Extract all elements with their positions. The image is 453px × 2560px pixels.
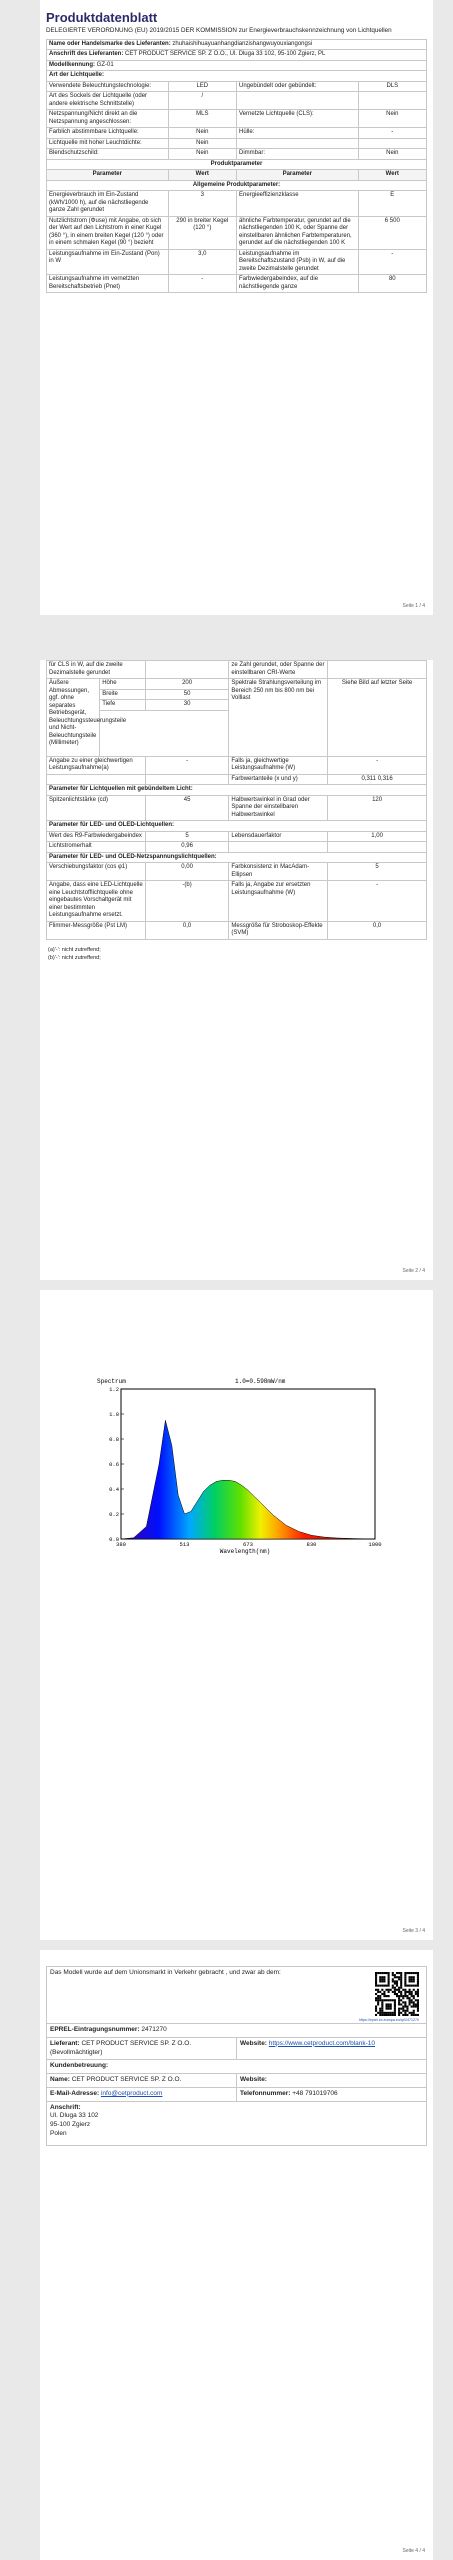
y-tick-label: 1.0 xyxy=(109,1411,119,1418)
table-cell xyxy=(236,92,358,110)
table-cell: Vernetzte Lichtquelle (CLS): xyxy=(236,110,358,128)
table-row xyxy=(47,149,427,160)
table-row xyxy=(47,756,427,774)
spectrum-chart-svg xyxy=(95,1375,385,1555)
dimension-name: Höhe xyxy=(100,679,146,690)
address-line: Polen xyxy=(50,2129,67,2137)
table-cell: 5 xyxy=(328,863,427,881)
dimension-name: Breite xyxy=(100,689,146,700)
params-table-continued xyxy=(46,660,427,940)
x-tick-label: 673 xyxy=(243,1541,253,1548)
table-cell: - xyxy=(358,128,426,139)
website-link[interactable]: https://www.cetproduct.com/blank-10 xyxy=(268,2039,375,2047)
table-cell: Art des Sockels der Lichtquelle (oder andere elektrische Schnittstelle) xyxy=(47,92,169,110)
chart-annotation: 1.0=0.598mW/nm xyxy=(235,1378,286,1385)
params-title: Produktparameter xyxy=(47,159,427,170)
table-cell: Lebensdauerfaktor xyxy=(229,831,328,842)
email-link[interactable]: info@cetproduct.com xyxy=(100,2089,163,2097)
params-header-row xyxy=(47,170,427,181)
supplier-name-label: Name oder Handelsmarke des Lieferanten: xyxy=(49,40,171,47)
dimension-name: Tiefe xyxy=(100,700,146,711)
table-cell: Spitzenlichtstärke (cd) xyxy=(47,795,146,821)
table-cell: Nein xyxy=(358,110,426,128)
dimension-value: 200 xyxy=(145,679,229,690)
table-cell: Angabe zu einer gleichwertigen Leistungsaufnahme(a) xyxy=(47,756,146,774)
table-cell: Verschiebungsfaktor (cos φ1) xyxy=(47,863,146,881)
table-cell: 0,96 xyxy=(145,842,229,853)
table-cell: / xyxy=(168,92,236,110)
table-row xyxy=(47,81,427,92)
footnotes xyxy=(48,946,425,964)
table-cell: - xyxy=(328,756,427,774)
table-cell xyxy=(358,92,426,110)
table-cell: Lichtquelle mit hoher Leuchtdichte: xyxy=(47,138,169,149)
supplier-address-value: CET PRODUCT SERVICE SP. Z O.O., Ul. Dluga 33 102, 95-100 Zgierz, PL xyxy=(125,51,326,58)
page-number: Seite 1 / 4 xyxy=(402,603,425,609)
page-1 xyxy=(40,0,433,615)
table-cell: Farblich abstimmbare Lichtquelle: xyxy=(47,128,169,139)
x-tick-label: 830 xyxy=(306,1541,317,1548)
table-cell: Verwendete Beleuchtungstechnologie: xyxy=(47,81,169,92)
col-header: Parameter xyxy=(236,170,358,181)
table-cell: Farbwiedergabeindex, auf die nächstliegende ganze xyxy=(236,275,358,293)
table-row xyxy=(47,128,427,139)
table-cell: ähnliche Farbtemperatur, gerundet auf die nächstliegenden 100 K, oder Spanne der einstellbaren ähnlichen Farbtemperaturen, gerundet auf die nächstliegenden 100 K xyxy=(236,216,358,249)
model-value: GZ-01 xyxy=(96,61,114,68)
table-cell: Blendschutzschild: xyxy=(47,149,169,160)
page-number: Seite 2 / 4 xyxy=(402,1268,425,1274)
dls-params-title: Parameter für Lichtquellen mit gebündeltem Licht: xyxy=(47,785,427,796)
table-cell: 290 in breiter Kegel (120 °) xyxy=(168,216,236,249)
table-cell: Flimmer-Messgröße (Pst LM) xyxy=(47,921,146,939)
table-cell: 45 xyxy=(145,795,229,821)
table-cell: Nutzlichtstrom (Φuse) mit Angabe, ob sich der Wert auf den Lichtstrom in einer Kugel (360 °), in einem breiten Kegel (120 °) oder in einem schmalen Kegel (90 °) bezieht xyxy=(47,216,169,249)
table-row xyxy=(47,842,427,853)
address-label: Anschrift: xyxy=(50,2103,81,2111)
table-row xyxy=(47,921,427,939)
y-tick-label: 0.4 xyxy=(109,1486,119,1493)
table-row xyxy=(47,275,427,293)
table-cell: Netzspannung/Nicht direkt an die Netzspannung angeschlossen: xyxy=(47,110,169,128)
chart-xlabel: Wavelength(nm) xyxy=(219,1548,271,1555)
y-tick-label: 0.8 xyxy=(109,1436,119,1443)
col-header: Wert xyxy=(168,170,236,181)
table-cell: - xyxy=(328,881,427,922)
table-cell: Angabe, dass eine LED-Lichtquelle eine Leuchtstofflichtquelle ohne eingebautes Vorschaltgerät mit einer bestimmten Leistungsaufnahme ersetzt. xyxy=(47,881,146,922)
spectrum-chart xyxy=(95,1375,385,1555)
x-tick-label: 380 xyxy=(116,1541,126,1548)
lightsource-type-rows xyxy=(47,81,427,159)
table-row xyxy=(47,795,427,821)
chromaticity-value: 0,311 0,316 xyxy=(328,774,427,785)
website-label-2: Website: xyxy=(240,2076,267,2084)
table-cell: Dimmbar: xyxy=(236,149,358,160)
table-cell: 80 xyxy=(358,275,426,293)
page-3 xyxy=(40,1290,433,1940)
table-row xyxy=(47,110,427,128)
y-tick-label: 1.2 xyxy=(109,1386,119,1393)
table-cell: Nein xyxy=(168,149,236,160)
general-params-rows xyxy=(47,191,427,293)
x-tick-label: 513 xyxy=(179,1541,190,1548)
model-label: Modellkennung: xyxy=(49,61,95,68)
address-line: 95-100 Zgierz xyxy=(50,2121,91,2129)
email-label: E-Mail-Adresse: xyxy=(50,2089,100,2097)
table-row xyxy=(47,881,427,922)
dimension-value: 30 xyxy=(145,700,229,711)
y-axis-ticks xyxy=(109,1386,124,1543)
table-row xyxy=(47,679,427,690)
dimensions-label: Äußere Abmessungen, ggf. ohne separates Betriebsgerät, Beleuchtungssteuerungsteile und Nicht-Beleuchtungsteile (Millimeter) xyxy=(47,679,100,757)
table-cell: E xyxy=(358,191,426,217)
table-row xyxy=(47,863,427,881)
table-cell: Farbwertanteile (x und y) xyxy=(229,774,328,785)
table-cell: - xyxy=(145,756,229,774)
table-cell xyxy=(145,661,229,679)
table-cell: 3 xyxy=(168,191,236,217)
table-cell: 0,00 xyxy=(145,863,229,881)
document-title: Produktdatenblatt xyxy=(46,10,158,25)
table-cell: Nein xyxy=(358,149,426,160)
footnote-b: (b)'-': nicht zutreffend; xyxy=(48,955,101,962)
table-cell: Wert des R9-Farbwiedergabeindex xyxy=(47,831,146,842)
page-number: Seite 4 / 4 xyxy=(402,2548,425,2554)
address-line: Ul. Dluga 33 102 xyxy=(50,2112,99,2120)
eprel-label: EPREL-Eintragungsnummer: xyxy=(50,2026,140,2033)
customer-service-label: Kundenbetreuung: xyxy=(50,2062,109,2070)
table-cell: 3,0 xyxy=(168,249,236,275)
table-cell: Lichtstromerhalt xyxy=(47,842,146,853)
table-cell: Ungebündelt oder gebündelt: xyxy=(236,81,358,92)
x-tick-label: 1000 xyxy=(368,1541,382,1548)
table-cell: 120 xyxy=(328,795,427,821)
table-cell: 0,0 xyxy=(328,921,427,939)
table-cell: Nein xyxy=(168,138,236,149)
table-row xyxy=(47,774,427,785)
y-tick-label: 0.0 xyxy=(109,1536,119,1543)
eprel-url[interactable]: https://eprel.ec.europa.eu/qr/2471270 xyxy=(359,2018,419,2022)
table-cell: Leistungsaufnahme im Bereitschaftszustand (Psb) in W, auf die zweite Dezimalstelle gerundet xyxy=(236,249,358,275)
table-cell: MLS xyxy=(168,110,236,128)
table-cell: Farbkonsistenz in MacAdam-Ellipsen xyxy=(229,863,328,881)
lightsource-type-label: Art der Lichtquelle: xyxy=(47,71,427,82)
table-row xyxy=(47,661,427,679)
table-cell xyxy=(229,842,328,853)
supplier-value: CET PRODUCT SERVICE SP. Z O.O. (Bevollmächtigter) xyxy=(50,2039,192,2056)
page-2 xyxy=(40,660,433,1280)
phone-label: Telefonnummer: xyxy=(240,2089,291,2097)
supplier-address-label: Anschrift des Lieferanten: xyxy=(49,51,124,58)
table-cell: Halbwertswinkel in Grad oder Spanne der einstellbaren Halbwertswinkel xyxy=(229,795,328,821)
market-placement-text: Das Modell wurde auf dem Unionsmarkt in Verkehr gebracht , und zwar ab dem: xyxy=(50,1969,281,1976)
y-tick-label: 0.2 xyxy=(109,1511,119,1518)
table-cell: Falls ja, gleichwertige Leistungsaufnahme (W) xyxy=(229,756,328,774)
spectral-value: Siehe Bild auf letzter Seite xyxy=(328,679,427,757)
col-header: Wert xyxy=(358,170,426,181)
table-cell: Nein xyxy=(168,128,236,139)
table-cell: Leistungsaufnahme im Ein-Zustand (Pon) in W xyxy=(47,249,169,275)
spectral-label: Spektrale Strahlungsverteilung im Bereich 250 nm bis 800 nm bei Volllast xyxy=(229,679,328,757)
table-cell: -(b) xyxy=(145,881,229,922)
table-cell: DLS xyxy=(358,81,426,92)
table-cell: Leistungsaufnahme im vernetzten Bereitschaftsbetrieb (Pnet) xyxy=(47,275,169,293)
table-row xyxy=(47,138,427,149)
page-number: Seite 3 / 4 xyxy=(402,1928,425,1934)
supplier-label: Lieferant: xyxy=(50,2039,80,2047)
table-cell: Hülle: xyxy=(236,128,358,139)
phone-value: +48 791019706 xyxy=(292,2089,338,2097)
table-row xyxy=(47,191,427,217)
dimension-value: 50 xyxy=(145,689,229,700)
led-params-title: Parameter für LED- und OLED-Lichtquellen: xyxy=(47,821,427,832)
table-cell: für CLS in W, auf die zweite Dezimalstelle gerundet xyxy=(47,661,146,679)
general-params-title: Allgemeine Produktparameter: xyxy=(47,180,427,191)
qr-code-icon[interactable] xyxy=(375,1972,419,2016)
table-row xyxy=(47,92,427,110)
regulation-intro: DELEGIERTE VERORDNUNG (EU) 2019/2015 DER KOMMISSION zur Energieverbrauchskennzeichnung von Lichtquellen xyxy=(46,27,392,34)
table-cell: Falls ja, Angabe zur ersetzten Leistungsaufnahme (W) xyxy=(229,881,328,922)
table-cell: - xyxy=(358,249,426,275)
spectrum-area xyxy=(121,1420,375,1539)
footnote-a: (a)'-': nicht zutreffend; xyxy=(48,946,101,953)
table-cell: Messgröße für Stroboskop-Effekte (SVM) xyxy=(229,921,328,939)
name-label: Name: xyxy=(50,2076,70,2084)
table-cell: 6 500 xyxy=(358,216,426,249)
registration-box xyxy=(46,1966,427,2146)
table-cell: 5 xyxy=(145,831,229,842)
table-row xyxy=(47,216,427,249)
table-cell: - xyxy=(168,275,236,293)
supplier-table xyxy=(46,39,427,294)
table-row xyxy=(47,249,427,275)
col-header: Parameter xyxy=(47,170,169,181)
chart-ylabel: Spectrum xyxy=(97,1378,126,1385)
table-cell xyxy=(328,661,427,679)
y-tick-label: 0.6 xyxy=(109,1461,119,1468)
page-4 xyxy=(40,1950,433,2560)
eprel-value: 2471270 xyxy=(141,2026,167,2033)
table-cell: Energieeffizienzklasse xyxy=(236,191,358,217)
table-cell xyxy=(236,138,358,149)
table-cell: LED xyxy=(168,81,236,92)
name-value: CET PRODUCT SERVICE SP. Z O.O. xyxy=(71,2076,182,2084)
table-cell: 1,00 xyxy=(328,831,427,842)
mls-params-title: Parameter für LED- und OLED-Netzspannungslichtquellen: xyxy=(47,852,427,863)
table-cell: 0,0 xyxy=(145,921,229,939)
table-cell xyxy=(358,138,426,149)
supplier-name-value: zhuhaishihuayuanhangdianzishangwuyouxiangongsi xyxy=(172,40,313,47)
table-row xyxy=(47,831,427,842)
table-cell xyxy=(328,842,427,853)
website-label: Website: xyxy=(240,2039,267,2047)
table-cell: ze Zahl gerundet, oder Spanne der einstellbaren CRI-Werte xyxy=(229,661,328,679)
table-cell: Energieverbrauch im Ein-Zustand (kWh/1000 h), auf die nächstliegende ganze Zahl gerundet xyxy=(47,191,169,217)
